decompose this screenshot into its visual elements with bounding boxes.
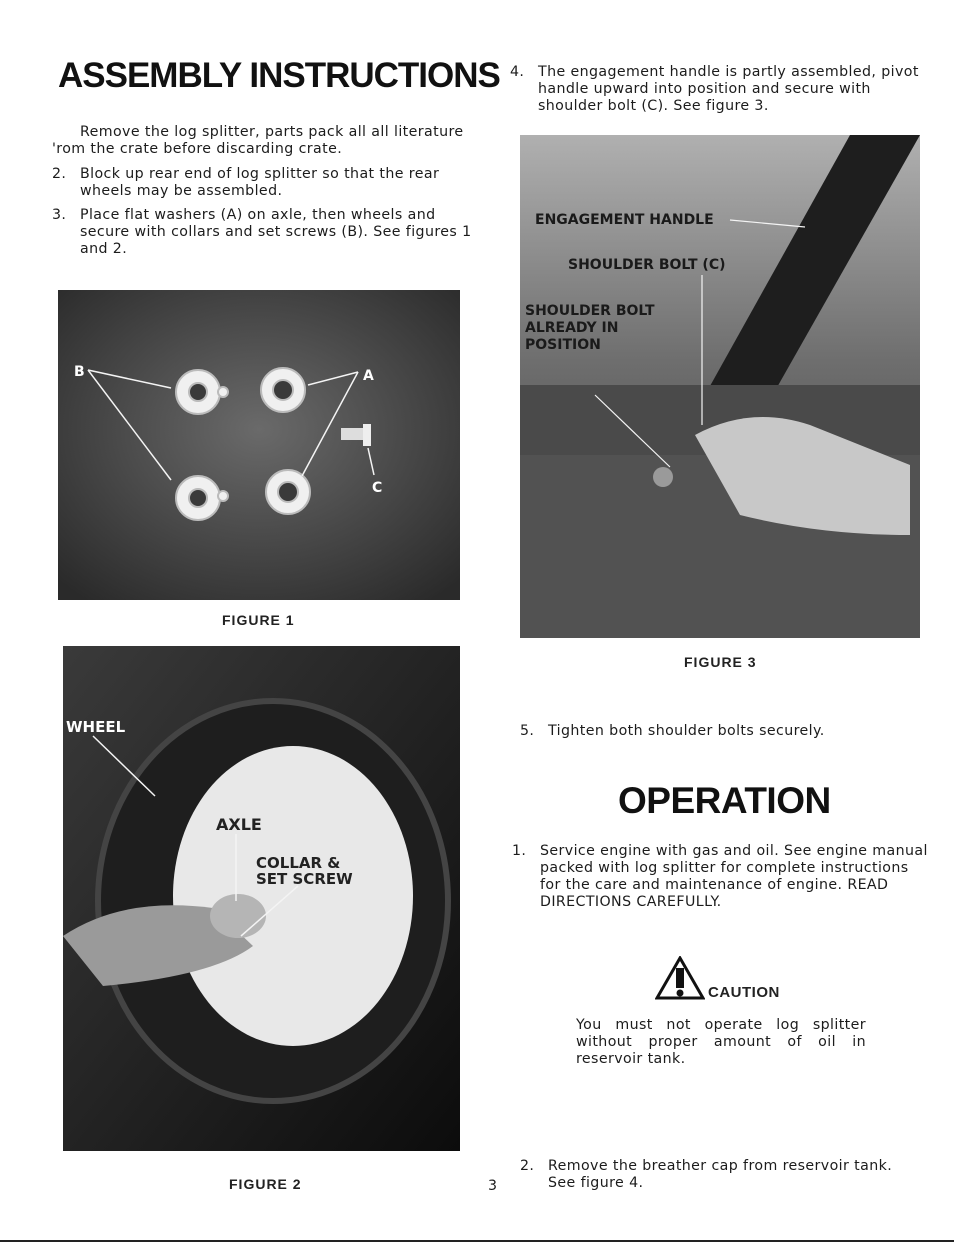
bolt-head xyxy=(653,467,673,487)
figure-1-label-b: B xyxy=(74,364,85,380)
figure-2-label-setscrew: SET SCREW xyxy=(256,870,353,888)
assembly-step-3 xyxy=(52,207,472,258)
caution-icon xyxy=(655,956,705,1000)
operation-step-2-text: Remove the breather cap from reservoir tank. See figure 4. xyxy=(548,1158,893,1191)
figure-1-photo xyxy=(58,290,460,600)
wheel-hub xyxy=(173,746,413,1046)
assembly-step-4-text: The engagement handle is partly assembled, pivot handle upward into position and secure with shoulder bolt (C). See figure 3. xyxy=(538,64,919,114)
assembly-step-2-text: Block up rear end of log splitter so that the rear wheels may be assembled. xyxy=(80,166,440,199)
caution-text: You must not operate log splitter without proper amount of oil in reservoir tank. xyxy=(576,1017,866,1067)
figure-1-caption: FIGURE 1 xyxy=(222,612,295,628)
figure-1-label-c: C xyxy=(372,480,383,496)
page-bottom-rule xyxy=(0,1240,954,1242)
figure-3-label-bolt-in-2: ALREADY IN xyxy=(525,320,619,336)
assembly-step-3-text: Place flat washers (A) on axle, then wheels and secure with collars and set screws (B). See figures 1 and 2. xyxy=(80,207,472,257)
figure-2-caption: FIGURE 2 xyxy=(229,1176,302,1192)
figure-3-label-bolt-c: SHOULDER BOLT (C) xyxy=(568,257,726,273)
figure-3-label-bolt-in-3: POSITION xyxy=(525,337,601,353)
operation-step-1-number: 1. xyxy=(512,843,527,859)
assembly-step-2-number: 2. xyxy=(52,166,67,182)
figure-2-label-axle: AXLE xyxy=(216,815,262,834)
operation-step-1-text: Service engine with gas and oil. See engine manual packed with log splitter for complete instructions for the care and maintenance of engine. READ DIRECTIONS CAREFULLY. xyxy=(540,843,928,910)
figure-3-label-bolt-in-1: SHOULDER BOLT xyxy=(525,303,655,319)
assembly-step-1-text: Remove the log splitter, parts pack all all literature 'rom the crate before discarding crate. xyxy=(52,124,464,157)
operation-step-2 xyxy=(520,1158,922,1192)
operation-title: OPERATION xyxy=(618,780,831,821)
assembly-title: ASSEMBLY INSTRUCTIONS xyxy=(58,56,500,95)
figure-2-photo xyxy=(63,646,460,1151)
caution-heading: CAUTION xyxy=(708,984,780,1001)
assembly-step-1 xyxy=(52,124,472,158)
assembly-step-5-number: 5. xyxy=(520,723,535,739)
assembly-step-4-number: 4. xyxy=(510,64,525,80)
figure-2-label-wheel: WHEEL xyxy=(66,718,126,736)
assembly-step-3-number: 3. xyxy=(52,207,67,223)
figure-3-label-handle: ENGAGEMENT HANDLE xyxy=(535,212,714,228)
assembly-step-4 xyxy=(510,64,932,115)
page-number: 3 xyxy=(488,1178,498,1194)
assembly-step-5 xyxy=(520,723,930,740)
assembly-step-5-text: Tighten both shoulder bolts securely. xyxy=(548,723,825,739)
figure-1-label-a: A xyxy=(363,368,374,384)
operation-step-2-number: 2. xyxy=(520,1158,535,1174)
shoulder-bolt-part xyxy=(341,428,365,440)
figure-2-label-collar: COLLAR & xyxy=(256,854,341,872)
figure-3-photo xyxy=(520,135,920,638)
operation-step-1 xyxy=(512,843,934,911)
figure-3-caption: FIGURE 3 xyxy=(684,654,757,670)
assembly-step-2 xyxy=(52,166,472,200)
